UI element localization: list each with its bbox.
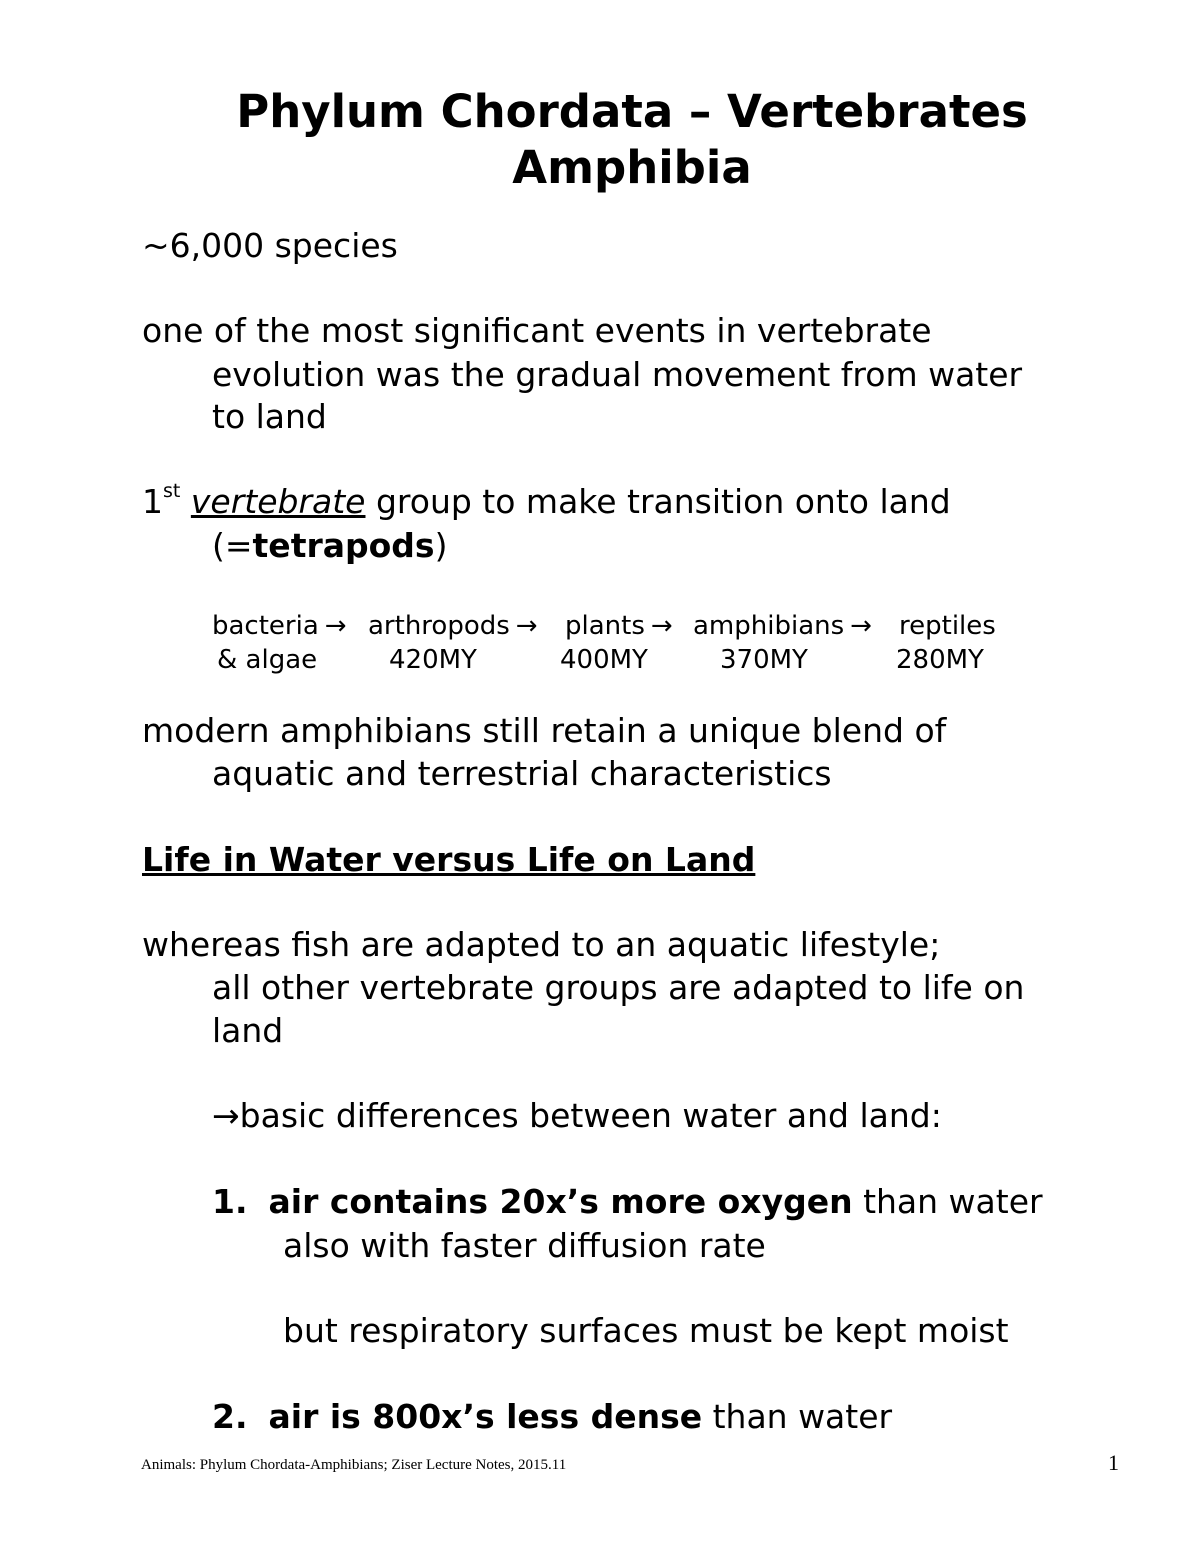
timeline-amphibians — [693, 610, 878, 642]
differences-intro — [212, 1096, 942, 1136]
timeline-algae: & algae — [217, 645, 318, 675]
arrow-icon: → — [650, 611, 673, 641]
point-1-bold: air contains 20x’s more oxygen — [268, 1182, 853, 1221]
tetrapods-open: (= — [212, 526, 253, 565]
timeline-name-arthropods: arthropods — [368, 611, 510, 641]
timeline-date-arthropods: 420MY — [389, 645, 477, 675]
modern-line-2: aquatic and terrestrial characteristics — [212, 754, 832, 793]
point-2-rest: than water — [702, 1397, 893, 1436]
vertebrate-emphasis: vertebrate — [190, 482, 366, 521]
point-1-rest: than water — [852, 1182, 1043, 1221]
point-1-sub-1: also with faster diffusion rate — [283, 1226, 766, 1265]
page-subtitle: Amphibia — [512, 141, 752, 194]
evolution-line-3: to land — [212, 397, 327, 436]
point-1-sub-2: but respiratory surfaces must be kept moist — [283, 1311, 1009, 1350]
modern-line-1: modern amphibians still retain a unique blend of — [142, 711, 947, 750]
point-2-number: 2. — [212, 1397, 248, 1436]
tetrapods-close: ) — [434, 526, 448, 565]
whereas-line-2: all other vertebrate groups are adapted to life on — [212, 968, 1025, 1007]
first-group-rest: group to make transition onto land — [365, 482, 951, 521]
arrow-icon: → — [324, 611, 347, 641]
page-number: 1 — [1108, 1450, 1119, 1475]
tetrapods-term: tetrapods — [252, 526, 435, 565]
differences-text: basic differences between water and land: — [239, 1096, 942, 1135]
page-title: Phylum Chordata – Vertebrates — [236, 85, 1028, 138]
timeline-name-amphibians: amphibians — [693, 611, 845, 641]
evolution-line-2: evolution was the gradual movement from water — [212, 355, 1023, 394]
timeline-date-amphibians: 370MY — [720, 645, 808, 675]
timeline-reptiles — [899, 610, 996, 642]
point-2 — [212, 1397, 892, 1437]
right-arrow-icon: → — [212, 1096, 240, 1135]
point-2-bold: air is 800x’s less dense — [268, 1397, 703, 1436]
whereas-line-3: land — [212, 1011, 284, 1050]
timeline-date-plants: 400MY — [560, 645, 648, 675]
timeline-name-reptiles: reptiles — [899, 611, 996, 641]
arrow-icon: → — [515, 611, 538, 641]
page-footer: Animals: Phylum Chordata-Amphibians; Ziser Lecture Notes, 2015.11 — [141, 1457, 567, 1473]
first-group-line-1 — [142, 482, 951, 522]
point-1 — [212, 1182, 1043, 1222]
evolution-line-1: one of the most significant events in vertebrate — [142, 311, 932, 350]
first-group-line-2 — [212, 526, 447, 566]
timeline-bacteria — [212, 610, 353, 642]
first-superscript: st — [163, 480, 181, 502]
timeline-arthropods — [368, 610, 544, 642]
timeline-date-reptiles: 280MY — [896, 645, 984, 675]
section-heading: Life in Water versus Life on Land — [142, 840, 756, 879]
first-number: 1 — [142, 482, 163, 521]
species-count: ~6,000 species — [142, 226, 398, 265]
timeline-name-plants: plants — [565, 611, 645, 641]
arrow-icon: → — [850, 611, 872, 641]
whereas-line-1: whereas fish are adapted to an aquatic lifestyle; — [142, 925, 941, 964]
timeline-plants — [565, 610, 679, 642]
timeline-name-bacteria: bacteria — [212, 611, 319, 641]
point-1-number: 1. — [212, 1182, 248, 1221]
